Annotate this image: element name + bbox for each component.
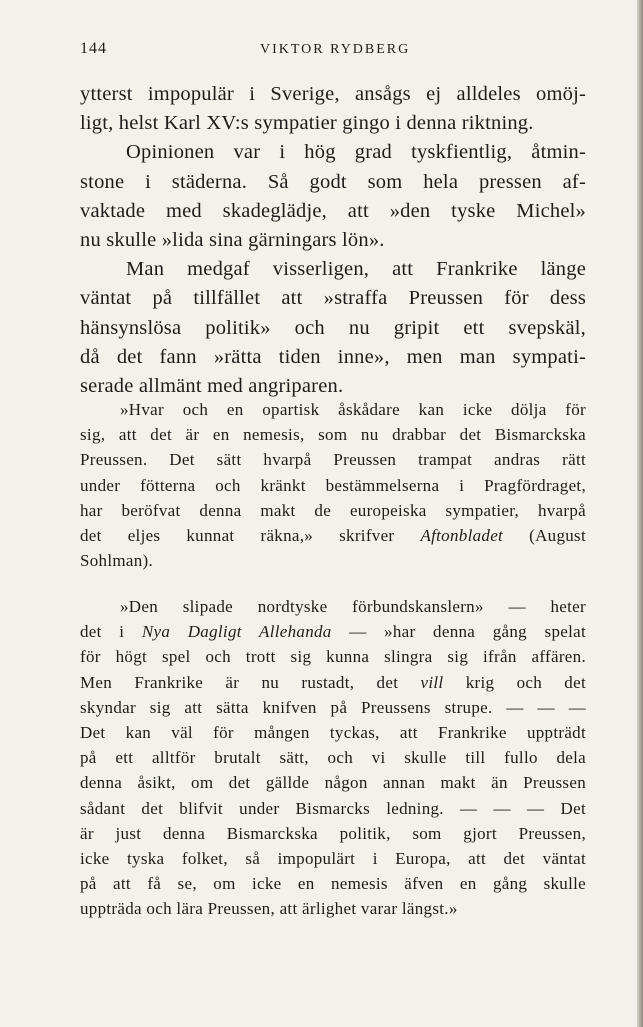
quote-line: icke tyska folket, så impopulärt i Europa, att det väntat	[80, 849, 586, 869]
quote-line: på att få se, om icke en nemesis äfven en gång skulle	[80, 874, 586, 894]
text-line: nu skulle »lida sina gärningars lön».	[80, 229, 385, 252]
quote-line: denna åsikt, om det gällde någon annan makt än Preussen	[80, 773, 586, 793]
quote-line: på ett alltför brutalt sätt, och vi skulle till fullo dela	[80, 748, 586, 768]
quote-line: uppträda och lära Preussen, att ärlighet varar längst.»	[80, 899, 458, 919]
text-line: stone i städerna. Så godt som hela pressen af-	[80, 170, 586, 193]
source-title: Aftonbladet	[420, 526, 504, 546]
page-number: 144	[80, 40, 107, 57]
quote-line	[80, 670, 586, 695]
text-line: vaktade med skadeglädje, att »den tyske Michel»	[80, 199, 586, 222]
text-line: då det fann »rätta tiden inne», men man sympati-	[80, 345, 586, 368]
quote-text: Men Frankrike är nu rustadt, det	[80, 672, 399, 692]
quote-line	[80, 523, 586, 548]
quote-line: för högt spel och trott sig kunna slingra sig ifrån affären.	[80, 647, 586, 667]
text-line: hänsynslösa politik» och nu gripit ett svepskäl,	[80, 316, 586, 339]
quote-aftonbladet	[80, 397, 586, 573]
quote-text: det i	[80, 622, 125, 642]
text-line: väntat på tillfället att »straffa Preussen för dess	[80, 287, 586, 310]
quote-line: sådant det blifvit under Bismarcks ledning. — — — Det	[80, 798, 586, 818]
text-line: serade allmänt med angriparen.	[80, 375, 344, 398]
quote-line: är just denna Bismarckska politik, som gjort Preussen,	[80, 823, 586, 843]
quote-line: »Den slipade nordtyske förbundskanslern» — heter	[120, 597, 586, 616]
text-line: ytterst impopulär i Sverige, ansågs ej alldeles omöj-	[80, 83, 586, 105]
page-edge	[637, 0, 643, 1027]
text-line: ligt, helst Karl XV:s sympatier gingo i denna riktning.	[80, 112, 534, 135]
quote-line: har beröfvat denna makt de europeiska sympatier, hvarpå	[80, 500, 586, 520]
quote-text: krig och det	[465, 672, 586, 692]
quote-line: under fötterna och kränkt bestämmelserna i Pragfördraget,	[80, 475, 586, 495]
quote-line	[80, 619, 586, 644]
quote-line: Sohlman).	[80, 551, 154, 571]
quote-line: skyndar sig att sätta knifven på Preussens strupe. — — —	[80, 697, 586, 717]
quote-text: — »har denna gång spelat	[349, 622, 586, 642]
main-text	[80, 80, 586, 401]
quote-text: det eljes kunnat räkna,» skrifver	[80, 526, 395, 546]
page-header	[80, 38, 586, 64]
emphasis-word: vill	[420, 672, 444, 692]
text-line: Man medgaf visserligen, att Frankrike länge	[126, 258, 586, 281]
quote-line: Preussen. Det sätt hvarpå Preussen trampat andras rätt	[80, 450, 586, 470]
quote-line: sig, att det är en nemesis, som nu drabbar det Bismarckska	[80, 425, 586, 445]
quote-line: »Hvar och en opartisk åskådare kan icke dölja för	[120, 400, 586, 419]
text-line: Opinionen var i hög grad tyskfientlig, åtmin-	[126, 141, 586, 164]
quote-allehanda	[80, 594, 586, 922]
source-title: Nya Dagligt Allehanda	[141, 622, 332, 642]
quote-text: (August	[529, 526, 586, 546]
quote-line: Det kan väl för mången tyckas, att Frankrike uppträdt	[80, 723, 586, 743]
running-head: VIKTOR RYDBERG	[260, 42, 411, 57]
